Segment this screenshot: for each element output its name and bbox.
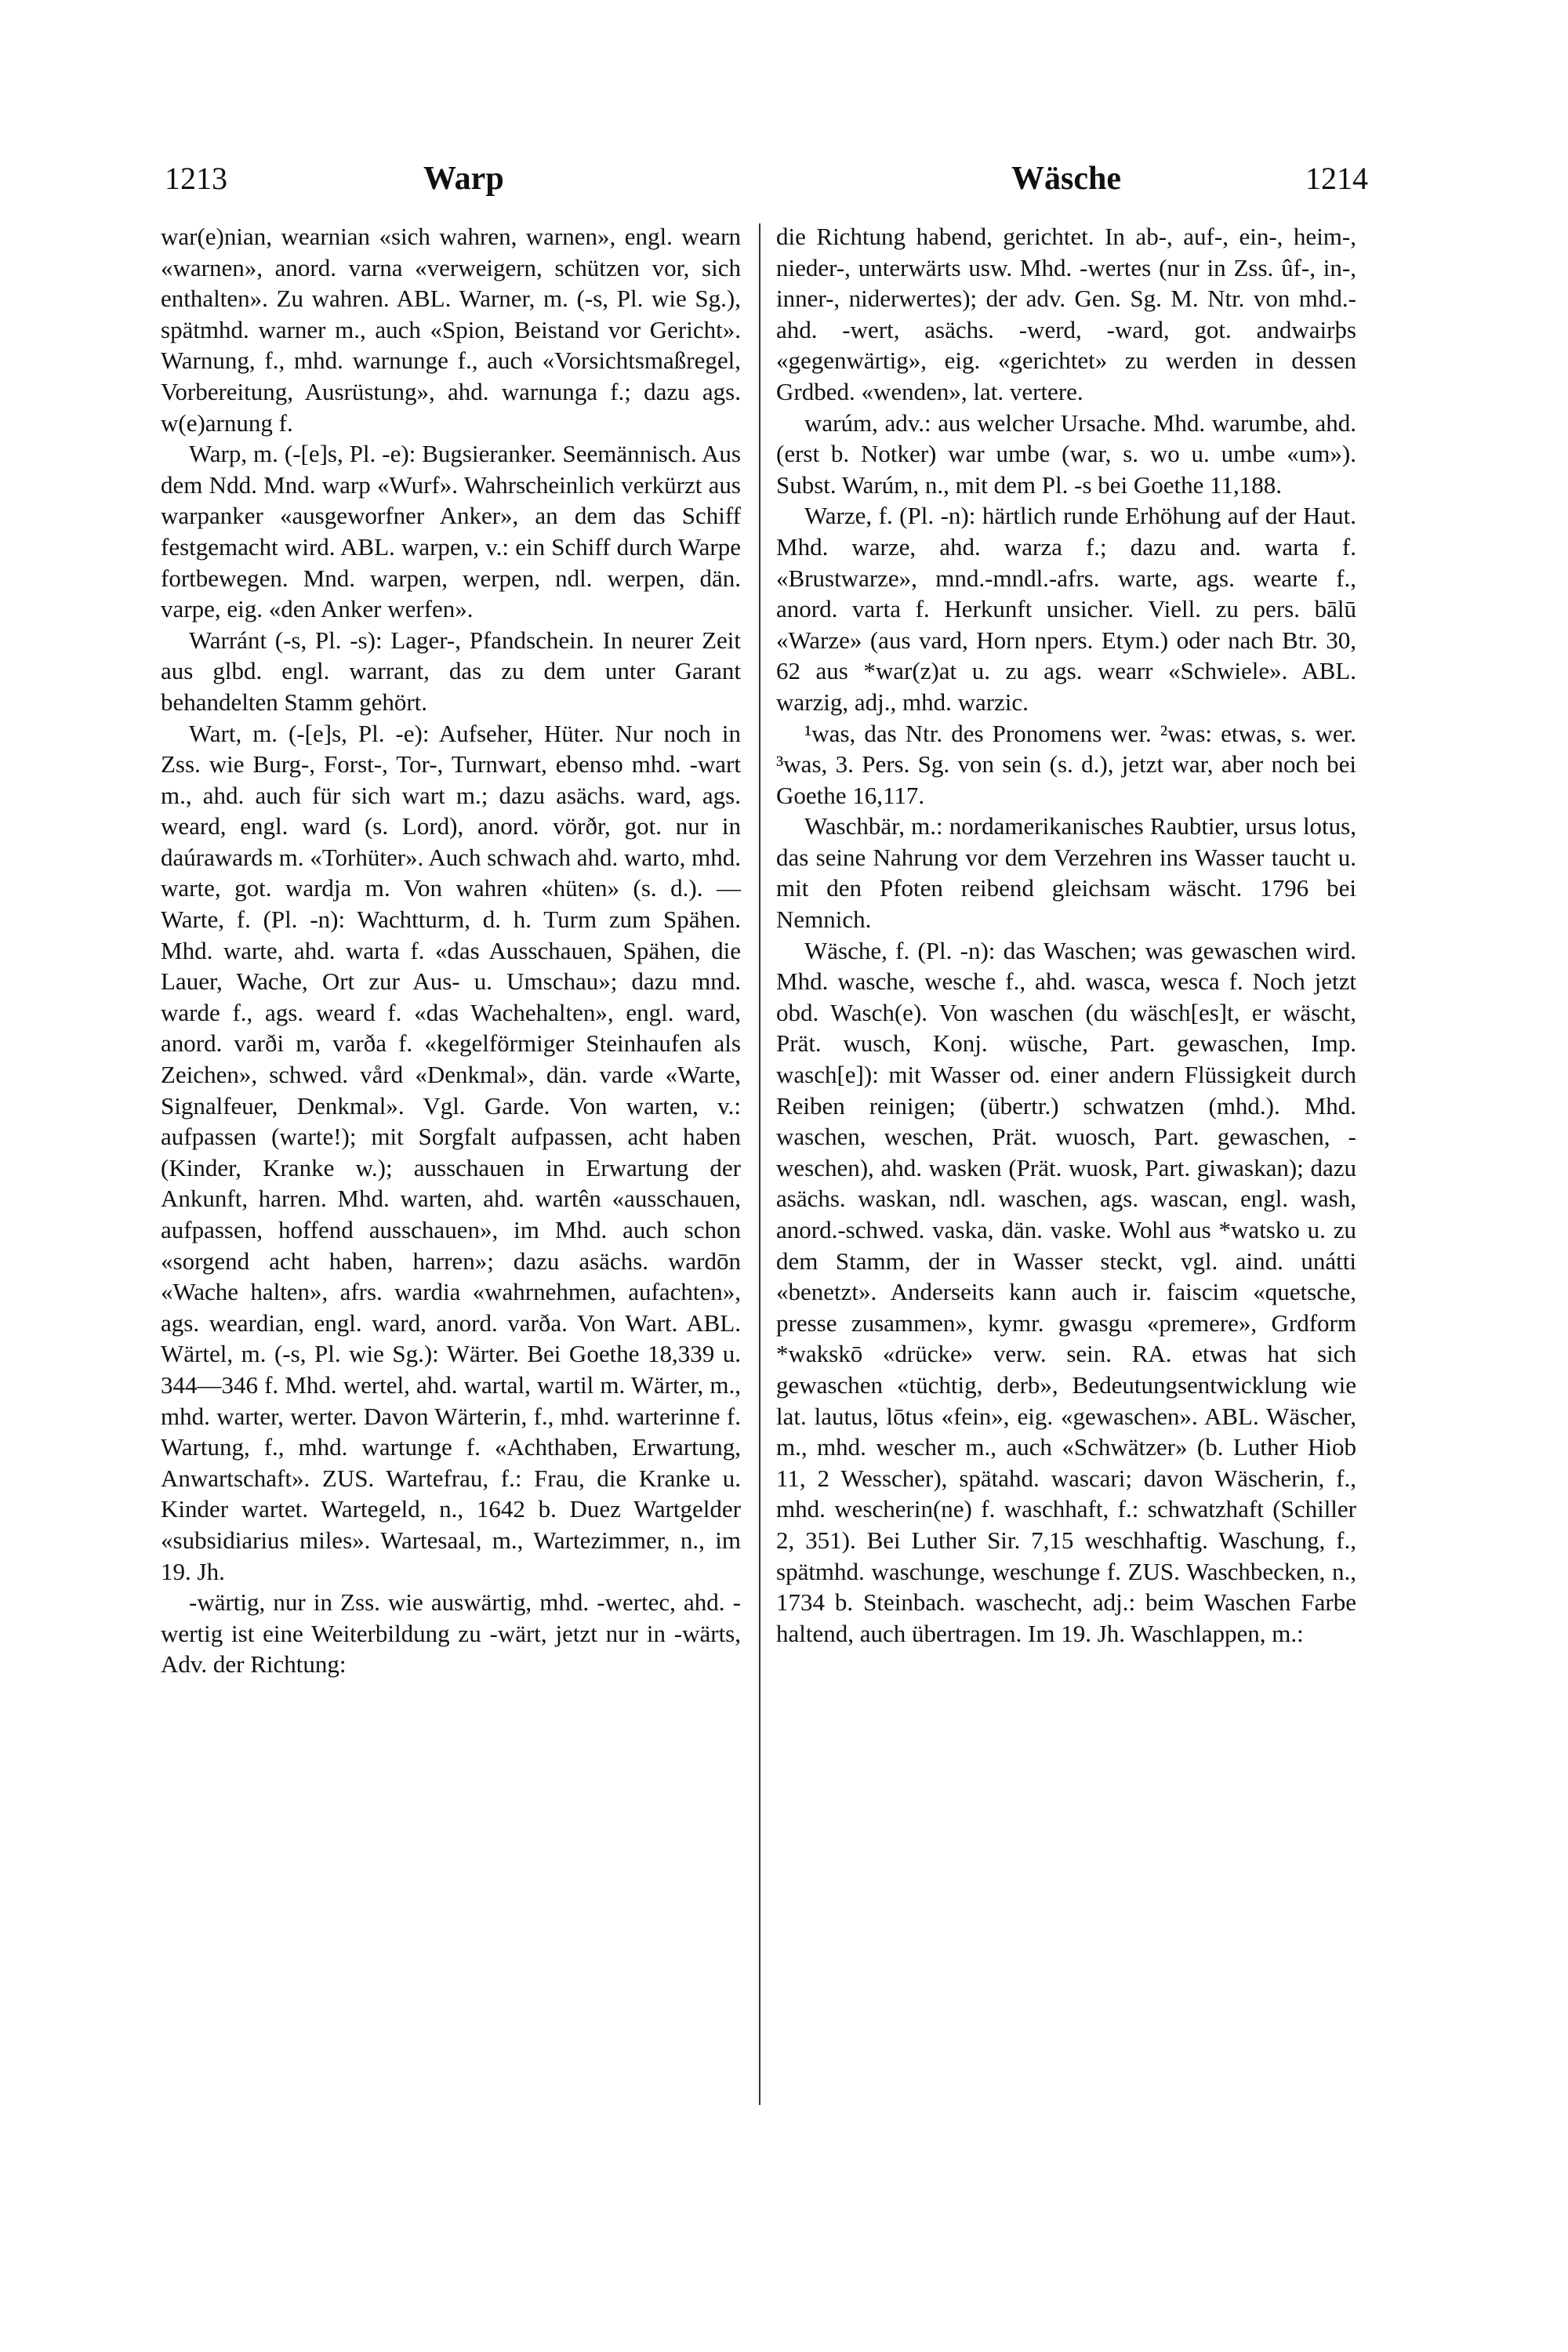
entry-paragraph: Wäsche, f. (Pl. -n): das Waschen; was gewaschen wird. Mhd. wasche, wesche f., ahd. wasca, wesca f. Noch jetzt obd. Wasch(e). Von waschen (du wäsch[es]t, er wäscht, Prät. wusch, Konj. wüsche, Part. gewaschen, Imp. wasch[e]): mit Wasser od. einer andern Flüssigkeit durch Reiben reinigen; (übertr.) schwatzen (mhd.). Mhd. waschen, weschen, Prät. wuosch, Part. gewaschen, -weschen), ahd. wasken (Prät. wuosk, Part. giwaskan); dazu asächs. waskan, ndl. waschen, ags. wascan, engl. wash, anord.-schwed. vaska, dän. vaske. Wohl aus *watsko u. zu dem Stamm, der in Wasser steckt, vgl. aind. unátti «benetzt». Anderseits kann auch ir. faiscim «quetsche, presse zusammen», kymr. gwasgu «premere», Grdform *wakskō «drücke» verw. sein. RA. etwas hat sich gewaschen «tüchtig, derb», Bedeutungsentwicklung wie lat. lautus, lōtus «fein», eig. «gewaschen». ABL. Wäscher, m., mhd. wescher m., auch «Schwätzer» (b. Luther Hiob 11, 2 Wesscher), spätahd. wascari; davon Wäscherin, f., mhd. wescherin(ne) f. waschhaft, f.: schwatzhaft (Schiller 2, 351). Bei Luther Sir. 7,15 weschhaftig. Waschung, f., spätmhd. waschunge, weschunge f. ZUS. Waschbecken, n., 1734 b. Steinbach. waschecht, adj.: beim Waschen Farbe haltend, auch übertragen. Im 19. Jh. Waschlappen, m.: (776, 936, 1356, 1647)
left-page-number: 1213 (165, 161, 227, 196)
entry-paragraph: war(e)nian, wearnian «sich wahren, warnen», engl. wearn «warnen», anord. varna «verweigern, schützen vor, sich enthalten». Zu wahren. ABL. Warner, m. (-s, Pl. wie Sg.), spätmhd. warner m., auch «Spion, Beistand vor Gericht». Warnung, f., mhd. warnunge f., auch «Vorsichtsmaßregel, Vorbereitung, Ausrüstung», ahd. warnunga f.; dazu ags. w(e)arnung f. (161, 223, 741, 437)
entry-paragraph: die Richtung habend, gerichtet. In ab-, auf-, ein-, heim-, nieder-, unterwärts usw. Mhd. -wertes (nur in Zss. ûf-, in-, inner-, niderwertes); der adv. Gen. Sg. M. Ntr. von mhd.-ahd. -wert, asächs. -werd, -ward, got. andwairþs «gegenwärtig», eig. «gerichtet» zu werden in dessen Grdbed. «wenden», lat. vertere. (776, 223, 1356, 405)
entry-paragraph: -wärtig, nur in Zss. wie auswärtig, mhd. -wertec, ahd. -wertig ist eine Weiterbildung zu -wärt, jetzt nur in -wärts, Adv. der Richtung: (161, 1588, 741, 1679)
column-divider (759, 223, 760, 2105)
right-guide-word: Wäsche (1011, 161, 1121, 197)
entry-paragraph: Warze, f. (Pl. -n): härtlich runde Erhöhung auf der Haut. Mhd. warze, ahd. warza f.; dazu and. warta f. «Brustwarze», mnd.-mndl.-afrs. warte, ags. wearte f., anord. varta f. Herkunft unsicher. Viell. zu pers. bālū «Warze» (aus vard, Horn npers. Etym.) oder nach Btr. 30, 62 aus *war(z)at u. zu ags. wearr «Schwiele». ABL. warzig, adj., mhd. warzic. (776, 502, 1356, 716)
entry-paragraph: ¹was, das Ntr. des Pronomens wer. ²was: etwas, s. wer. ³was, 3. Pers. Sg. von sein (s. d.), jetzt war, aber noch bei Goethe 16,117. (776, 719, 1356, 809)
left-column (161, 221, 741, 1680)
right-column (776, 221, 1356, 1649)
right-page-number: 1214 (1305, 161, 1368, 196)
entry-paragraph: Waschbär, m.: nordamerikanisches Raubtier, ursus lotus, das seine Nahrung vor dem Verzehren ins Wasser taucht u. mit den Pfoten reibend gleichsam wäscht. 1796 bei Nemnich. (776, 812, 1356, 934)
entry-paragraph: warúm, adv.: aus welcher Ursache. Mhd. warumbe, ahd. (erst b. Notker) war umbe (war, s. wo u. umbe «um»). Subst. Warúm, n., mit dem Pl. -s bei Goethe 11,188. (776, 408, 1356, 499)
entry-paragraph: Warránt (-s, Pl. -s): Lager-, Pfandschein. In neurer Zeit aus glbd. engl. warrant, das zu dem unter Garant behandelten Stamm gehört. (161, 626, 741, 716)
entry-paragraph: Warp, m. (-[e]s, Pl. -e): Bugsieranker. Seemännisch. Aus dem Ndd. Mnd. warp «Wurf». Wahrscheinlich verkürzt aus warpanker «ausgeworfner Anker», an dem das Schiff festgemacht wird. ABL. warpen, v.: ein Schiff durch Warpe fortbewegen. Mnd. warpen, werpen, ndl. werpen, dän. varpe, eig. «den Anker werfen». (161, 440, 741, 623)
left-guide-word: Warp (423, 161, 504, 197)
entry-paragraph: Wart, m. (-[e]s, Pl. -e): Aufseher, Hüter. Nur noch in Zss. wie Burg-, Forst-, Tor-, Turnwart, ebenso mhd. -wart m., ahd. auch für sich wart m.; dazu asächs. ward, ags. weard, engl. ward (s. Lord), anord. vörðr, got. nur in daúrawards m. «Torhüter». Auch schwach ahd. warto, mhd. warte, got. wardja m. Von wahren «hüten» (s. d.). — Warte, f. (Pl. -n): Wachtturm, d. h. Turm zum Spähen. Mhd. warte, ahd. warta f. «das Ausschauen, Spähen, die Lauer, Wache, Ort zur Aus- u. Umschau»; dazu mnd. warde f., ags. weard f. «das Wachehalten», engl. ward, anord. varði m, varða f. «kegelförmiger Steinhaufen als Zeichen», schwed. vård «Denkmal», dän. varde «Warte, Signalfeuer, Denkmal». Vgl. Garde. Von warten, v.: aufpassen (warte!); mit Sorgfalt aufpassen, acht haben (Kinder, Kranke w.); ausschauen in Erwartung der Ankunft, harren. Mhd. warten, ahd. wartên «ausschauen, aufpassen, hoffend ausschauen», im Mhd. auch schon «sorgend acht haben, harren»; dazu asächs. wardōn «Wache halten», afrs. wardia «wahrnehmen, aufachten», ags. weardian, engl. ward, anord. varða. Von Wart. ABL. Wärtel, m. (-s, Pl. wie Sg.): Wärter. Bei Goethe 18,339 u. 344—346 f. Mhd. wertel, ahd. wartal, wartil m. Wärter, m., mhd. warter, werter. Davon Wärterin, f., mhd. warterinne f. Wartung, f., mhd. wartunge f. «Achthaben, Erwartung, Anwartschaft». ZUS. Wartefrau, f.: Frau, die Kranke u. Kinder wartet. Wartegeld, n., 1642 b. Duez Wartgelder «subsidiarius miles». Wartesaal, m., Wartezimmer, n., im 19. Jh. (161, 719, 741, 1585)
running-header (165, 157, 1368, 204)
